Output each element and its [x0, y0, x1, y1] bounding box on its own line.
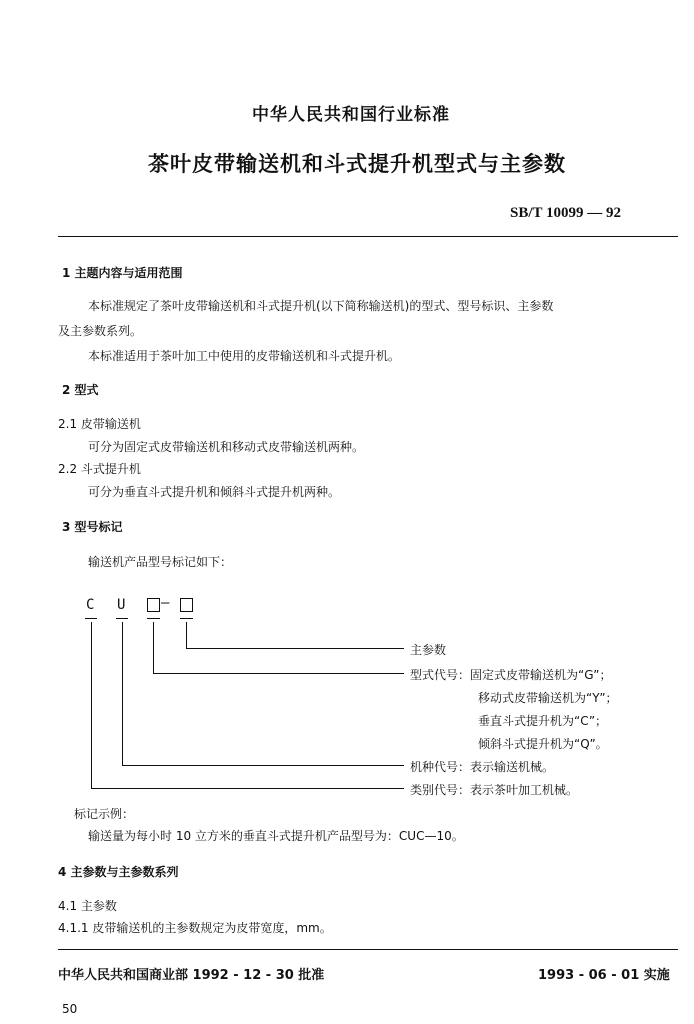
section-2-1-title: 2.1 皮带输送机 — [58, 417, 141, 431]
section-1-heading: 1 主题内容与适用范围 — [62, 266, 183, 280]
underline-u — [116, 618, 128, 619]
standard-code: SB/T 10099 — 92 — [510, 205, 621, 221]
leader-param-vertical — [186, 622, 187, 648]
section-4-1-1: 4.1.1 皮带输送机的主参数规定为皮带宽度，mm。 — [58, 921, 332, 935]
document-title: 茶叶皮带输送机和斗式提升机型式与主参数 — [148, 152, 566, 176]
model-letter-c: C — [86, 597, 95, 613]
model-dash: — — [161, 595, 170, 611]
section-2-2-title: 2.2 斗式提升机 — [58, 462, 141, 476]
section-2-2-text: 可分为垂直斗式提升机和倾斜斗式提升机两种。 — [88, 485, 341, 499]
example-title: 标记示例： — [74, 807, 135, 821]
header-rule — [58, 236, 678, 237]
underline-param — [180, 618, 193, 619]
section-2-1-text: 可分为固定式皮带输送机和移动式皮带输送机两种。 — [88, 440, 365, 454]
section-1-para-2: 本标准适用于茶叶加工中使用的皮带输送机和斗式提升机。 — [88, 349, 401, 363]
leader-machine-vertical — [122, 622, 123, 765]
model-letter-u: U — [117, 597, 126, 613]
example-text: 输送量为每小时 10 立方米的垂直斗式提升机产品型号为：CUC—10。 — [88, 829, 464, 843]
implementation-date: 1993 - 06 - 01 实施 — [538, 968, 670, 983]
underline-c — [85, 618, 97, 619]
leader-param-horizontal — [186, 648, 404, 649]
underline-type — [147, 618, 160, 619]
type-code-q: 倾斜斗式提升机为“Q”。 — [478, 737, 608, 751]
page-number: 50 — [62, 1002, 78, 1016]
type-code-c: 垂直斗式提升机为“C”； — [478, 714, 608, 728]
issuing-authority: 中华人民共和国商业部 1992 - 12 - 30 批准 — [58, 968, 325, 983]
leader-class-horizontal — [91, 788, 404, 789]
leader-machine-horizontal — [122, 765, 404, 766]
type-code-box — [147, 598, 160, 612]
type-code-y: 移动式皮带输送机为“Y”； — [478, 691, 618, 705]
section-1-para-1a: 本标准规定了茶叶皮带输送机和斗式提升机(以下简称输送机)的型式、型号标识、主参数 — [88, 299, 554, 313]
section-2-heading: 2 型式 — [62, 383, 99, 397]
leader-type-horizontal — [153, 673, 404, 674]
label-machine-code: 机种代号：表示输送机械。 — [410, 760, 555, 774]
leader-class-vertical — [91, 622, 92, 788]
section-4-heading: 4 主参数与主参数系列 — [58, 865, 179, 879]
label-class-code: 类别代号：表示茶叶加工机械。 — [410, 783, 579, 797]
leader-type-vertical — [153, 622, 154, 673]
main-param-box — [180, 598, 193, 612]
footer-rule — [58, 949, 678, 950]
section-1-para-1b: 及主参数系列。 — [58, 324, 143, 338]
section-3-intro: 输送机产品型号标记如下： — [88, 555, 233, 569]
label-type-code: 型式代号：固定式皮带输送机为“G”； — [410, 668, 612, 682]
label-main-param: 主参数 — [410, 643, 447, 657]
section-4-1: 4.1 主参数 — [58, 899, 117, 913]
section-3-heading: 3 型号标记 — [62, 520, 123, 534]
standard-category: 中华人民共和国行业标准 — [252, 105, 450, 125]
